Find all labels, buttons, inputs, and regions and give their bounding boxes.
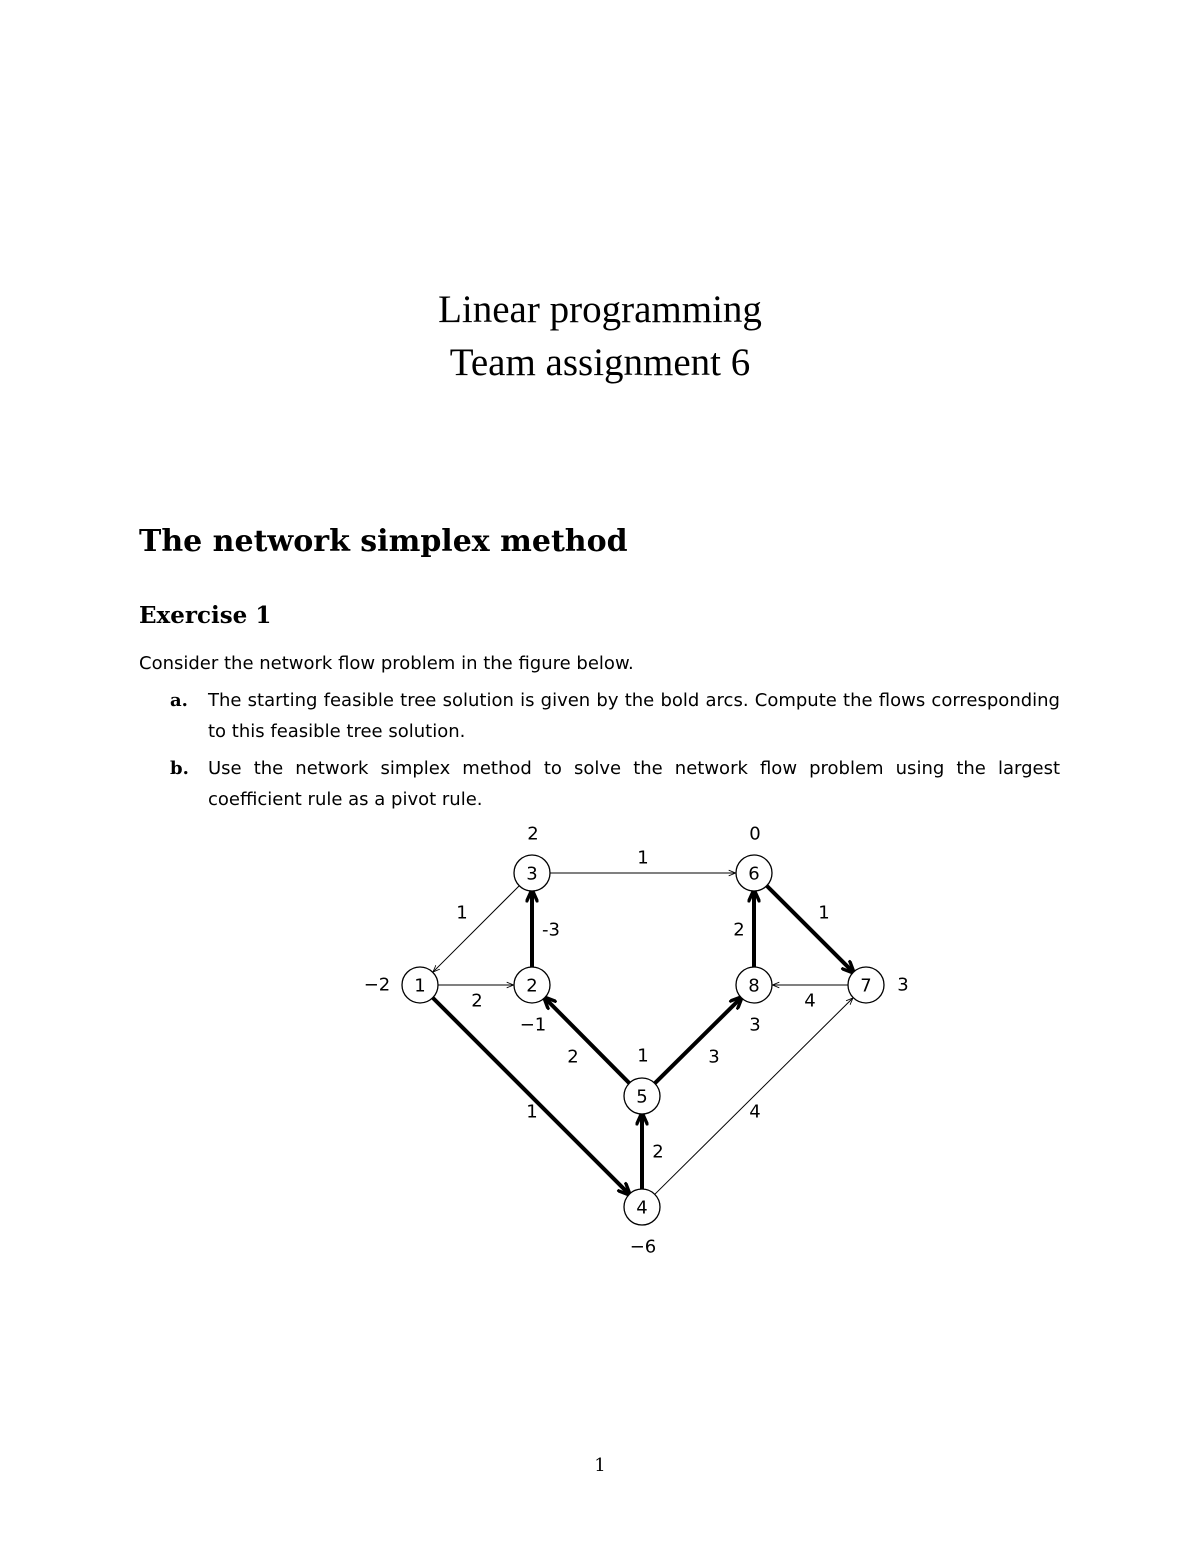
arc-cost-label: 4 (749, 1101, 761, 1123)
arc-cost-label: 1 (526, 1101, 538, 1123)
node-5 (624, 1078, 660, 1114)
node-3 (514, 855, 550, 891)
node-id-label: 3 (526, 863, 538, 885)
node-7 (848, 967, 884, 1003)
arc-5-2-tree (545, 998, 629, 1083)
arc-cost-label: 2 (471, 990, 483, 1012)
node-id-label: 1 (414, 975, 426, 997)
arcs-layer (433, 873, 853, 1194)
node-supply-label: 0 (749, 823, 761, 845)
page-number: 1 (594, 1455, 606, 1476)
node-8 (736, 967, 772, 1003)
node-supply-label: 2 (527, 823, 539, 845)
arc-cost-label: 1 (637, 847, 649, 869)
node-id-label: 7 (860, 975, 872, 997)
list-item-text: Use the network simplex method to solve the network flow problem using the largest coefficient rule as a pivot rule. (208, 758, 1060, 810)
list-item-marker: b. (170, 758, 189, 779)
node-id-label: 4 (636, 1197, 648, 1219)
arc-cost-label: 1 (456, 902, 468, 924)
arc-cost-label: 2 (733, 919, 745, 941)
arc-3-1 (433, 886, 519, 972)
node-supply-label: 3 (749, 1014, 761, 1036)
exercise-heading: Exercise 1 (139, 602, 272, 629)
node-1 (402, 967, 438, 1003)
node-4 (624, 1189, 660, 1225)
node-id-label: 8 (748, 975, 760, 997)
node-2 (514, 967, 550, 1003)
node-id-label: 5 (636, 1086, 648, 1108)
arc-cost-label: 1 (818, 902, 830, 924)
arc-cost-label: -3 (542, 919, 560, 941)
node-supply-label: 3 (897, 974, 909, 996)
node-6 (736, 855, 772, 891)
arc-6-7-tree (767, 886, 853, 972)
arc-cost-label: 4 (804, 990, 816, 1012)
node-id-label: 6 (748, 863, 760, 885)
exercise-intro: Consider the network flow problem in the figure below. (139, 653, 634, 674)
node-supply-label: 1 (637, 1045, 649, 1067)
arc-cost-label: 3 (708, 1046, 720, 1068)
arc-cost-label: 2 (567, 1046, 579, 1068)
list-item-marker: a. (170, 690, 188, 711)
list-item-text: The starting feasible tree solution is given by the bold arcs. Compute the flows corresponding to this feasible tree solution. (208, 690, 1060, 742)
section-heading: The network simplex method (139, 524, 628, 559)
node-supply-label: −6 (629, 1236, 657, 1258)
title-line-2: Team assignment 6 (449, 341, 751, 384)
arc-5-8-tree (655, 998, 741, 1083)
node-supply-label: −1 (519, 1014, 547, 1036)
node-supply-label: −2 (363, 974, 391, 996)
node-id-label: 2 (526, 975, 538, 997)
title-line-1: Linear programming (438, 288, 762, 331)
arc-cost-label: 2 (652, 1141, 664, 1163)
